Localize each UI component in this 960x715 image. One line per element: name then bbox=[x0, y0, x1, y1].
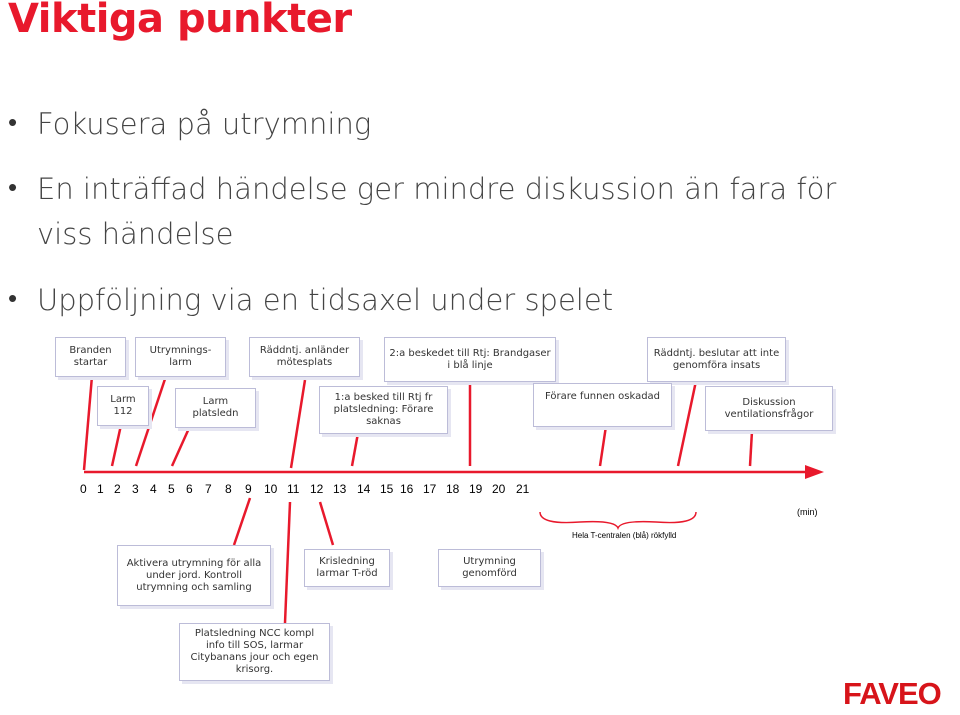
event-krisledning: Krisledning larmar T-röd bbox=[304, 549, 390, 587]
faveo-logo-mark bbox=[843, 677, 955, 709]
bullet-2: En inträffad händelse ger mindre diskussion än fara för viss händelse bbox=[37, 172, 837, 251]
tick-label: 14 bbox=[357, 482, 371, 496]
tick-label: 12 bbox=[310, 482, 324, 496]
line-larm-112 bbox=[112, 425, 121, 466]
tick-label: 2 bbox=[114, 482, 121, 496]
tick-label: 4 bbox=[150, 482, 157, 496]
timeline-arrowhead bbox=[805, 465, 824, 479]
tick-label: 16 bbox=[400, 482, 414, 496]
line-diskussion bbox=[750, 431, 752, 466]
bullet-3: Uppföljning via en tidsaxel under spelet bbox=[37, 283, 614, 317]
rokfylld-brace bbox=[540, 512, 696, 528]
unit-label: (min) bbox=[797, 507, 818, 517]
line-beslutar-inte bbox=[678, 381, 696, 466]
faveo-logo bbox=[843, 677, 955, 714]
tick-label: 5 bbox=[168, 482, 175, 496]
event-platsledning-ncc: Platsledning NCC kompl info till SOS, larmar Citybanans jour och egen krisorg. bbox=[179, 623, 330, 681]
brace-label: Hela T-centralen (blå) rökfylld bbox=[572, 531, 677, 540]
tick-label: 19 bbox=[469, 482, 483, 496]
tick-label: 9 bbox=[245, 482, 252, 496]
event-andra-beskedet: 2:a beskedet till Rtj: Brandgaser i blå linje bbox=[384, 337, 556, 382]
bullet-marker: • bbox=[8, 172, 18, 202]
tick-label: 8 bbox=[225, 482, 232, 496]
bullet-marker: • bbox=[8, 283, 18, 313]
bullet-marker: • bbox=[8, 107, 18, 137]
line-forsta-besked bbox=[352, 433, 358, 466]
line-branden-startar bbox=[84, 376, 92, 470]
tick-label: 17 bbox=[423, 482, 437, 496]
line-larm-platsledn bbox=[172, 426, 190, 466]
event-forsta-besked: 1:a besked till Rtj fr platsledning: Förare saknas bbox=[319, 386, 448, 434]
tick-label: 3 bbox=[132, 482, 139, 496]
line-platsledning-ncc bbox=[285, 502, 290, 623]
tick-label: 15 bbox=[380, 482, 394, 496]
line-forare-funnen bbox=[600, 426, 606, 466]
tick-label: 10 bbox=[264, 482, 278, 496]
tick-label: 6 bbox=[186, 482, 193, 496]
tick-label: 13 bbox=[333, 482, 347, 496]
line-raddntj-anlander bbox=[291, 380, 305, 468]
line-krisledning bbox=[320, 502, 333, 545]
event-larm-112: Larm 112 bbox=[97, 386, 149, 426]
slide-title: Viktiga punkter bbox=[8, 0, 352, 42]
tick-label: 1 bbox=[97, 482, 104, 496]
event-branden-startar: Branden startar bbox=[55, 337, 126, 377]
event-forare-funnen: Förare funnen oskadad bbox=[533, 383, 672, 427]
tick-label: 11 bbox=[287, 482, 300, 496]
event-aktivera-utrymning: Aktivera utrymning för alla under jord. Kontroll utrymning och samling bbox=[117, 545, 271, 606]
event-utrymningslarm: Utrymnings- larm bbox=[135, 337, 226, 377]
svg-text:FAVEO: FAVEO bbox=[843, 677, 941, 709]
tick-label: 20 bbox=[492, 482, 506, 496]
tick-label: 7 bbox=[205, 482, 212, 496]
tick-label: 18 bbox=[446, 482, 460, 496]
tick-label: 21 bbox=[516, 482, 530, 496]
event-larm-platsledn: Larm platsledn bbox=[175, 388, 256, 428]
line-aktivera-utrymning bbox=[234, 498, 250, 545]
event-diskussion: Diskussion ventilationsfrågor bbox=[705, 386, 833, 431]
tick-label: 0 bbox=[80, 482, 87, 496]
event-utrymning-genomford: Utrymning genomförd bbox=[438, 549, 541, 587]
event-beslutar-inte: Räddntj. beslutar att inte genomföra insats bbox=[647, 337, 786, 382]
bullet-1: Fokusera på utrymning bbox=[37, 107, 372, 141]
event-raddntj-anlander: Räddntj. anländer mötesplats bbox=[249, 337, 360, 377]
